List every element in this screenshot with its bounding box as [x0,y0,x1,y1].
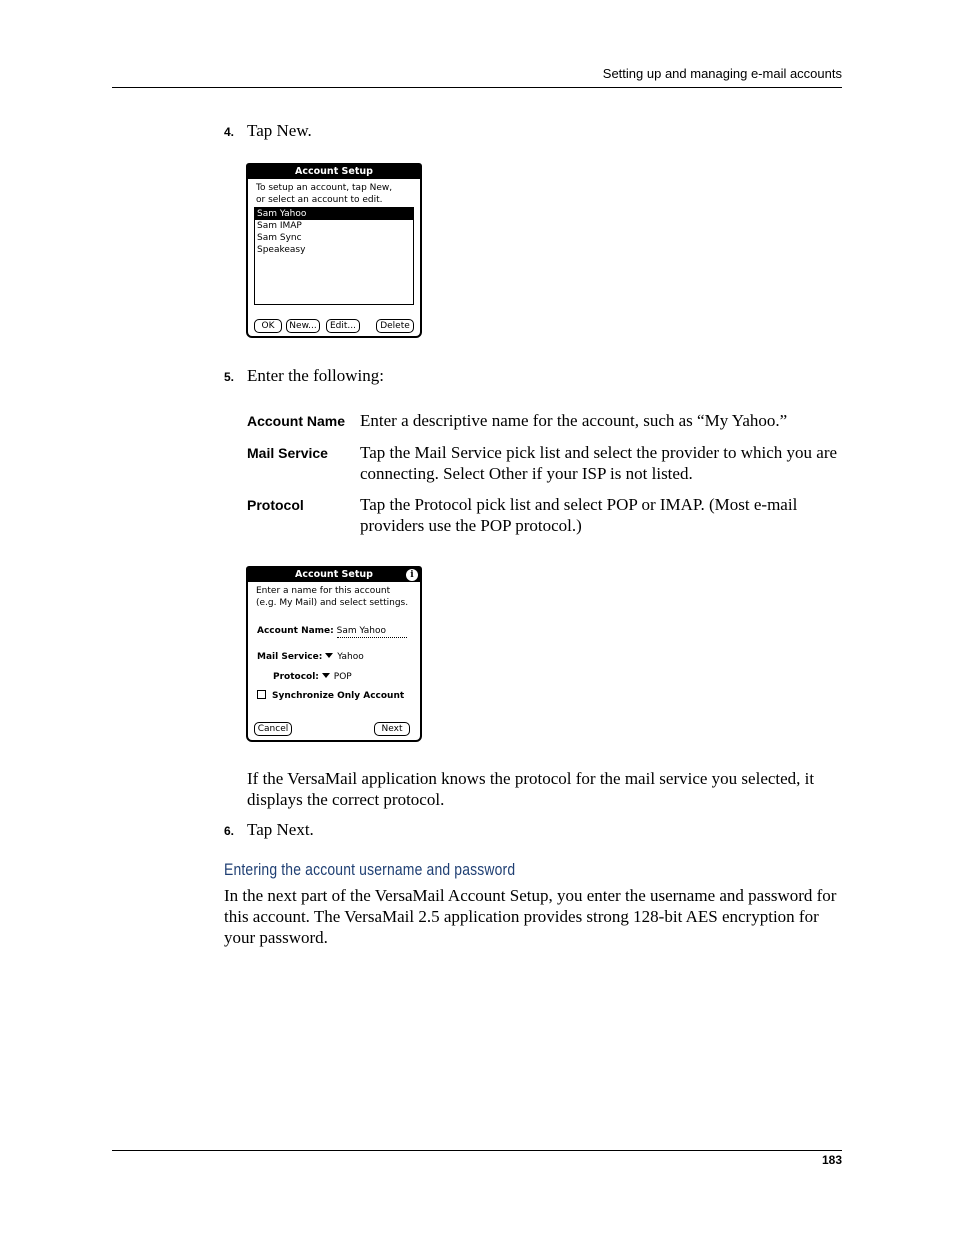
account-name-label: Account Name: [257,626,334,636]
dropdown-arrow-icon [325,653,333,658]
step-text: Tap Next. [247,820,314,839]
definition-term: Protocol [247,497,304,513]
account-name-row [257,625,407,638]
step-text: Enter the following: [247,366,384,385]
list-item[interactable]: Sam Yahoo [255,208,413,220]
step-number: 4. [224,125,235,139]
mail-service-label: Mail Service: [257,652,323,662]
screen-instructions: To setup an account, tap New, or select an account to edit. [256,183,393,205]
delete-button[interactable]: Delete [376,319,414,333]
screen-title: Account Setup [248,165,420,179]
ok-button[interactable]: OK [254,319,282,333]
definition-text: Tap the Mail Service pick list and select the provider to which you are connecting. Select Other if your ISP is not listed. [360,443,838,483]
sync-only-checkbox[interactable] [257,690,266,699]
step-number: 5. [224,370,235,384]
account-setup-details-screen [246,566,422,742]
dropdown-arrow-icon [322,673,330,678]
screen-title: Account Setup i [248,568,420,582]
section-heading: Entering the account username and password [224,860,516,879]
new-button[interactable]: New... [286,319,320,333]
protocol-picklist[interactable]: POP [322,672,352,682]
account-setup-list-screen [246,163,422,338]
edit-button[interactable]: Edit... [326,319,360,333]
list-item[interactable]: Sam Sync [257,233,302,243]
page-number: 183 [821,1153,842,1167]
definition-term: Mail Service [247,445,328,461]
protocol-row [273,671,352,683]
screen-instructions: Enter a name for this account (e.g. My Mail) and select settings. [256,586,409,608]
header-rule [112,87,842,88]
mail-service-picklist[interactable]: Yahoo [325,652,364,662]
account-list[interactable] [254,207,414,305]
protocol-label: Protocol: [273,672,319,682]
sync-only-row[interactable] [257,690,404,702]
note-paragraph: If the VersaMail application knows the protocol for the mail service you selected, it displays the correct protocol. [247,769,815,809]
step-text: Tap New. [247,121,312,140]
step-number: 6. [224,824,235,838]
footer-rule [112,1150,842,1151]
list-item[interactable]: Sam IMAP [257,221,302,231]
running-head: Setting up and managing e-mail accounts [602,66,842,81]
definition-text: Tap the Protocol pick list and select POP or IMAP. (Most e-mail providers use the POP protocol.) [360,495,798,535]
definition-term: Account Name [247,413,346,429]
info-icon[interactable]: i [406,569,418,581]
list-item[interactable]: Speakeasy [257,245,306,255]
sync-only-label: Synchronize Only Account [272,691,405,701]
definition-text: Enter a descriptive name for the account, such as “My Yahoo.” [360,411,788,430]
section-body: In the next part of the VersaMail Account Setup, you enter the username and password for this account. The VersaMail 2.5 application provides strong 128-bit AES encryption for your password. [224,886,837,947]
mail-service-row [257,651,364,663]
next-button[interactable]: Next [374,722,410,736]
account-name-field[interactable]: Sam Yahoo [337,625,407,638]
cancel-button[interactable]: Cancel [254,722,292,736]
